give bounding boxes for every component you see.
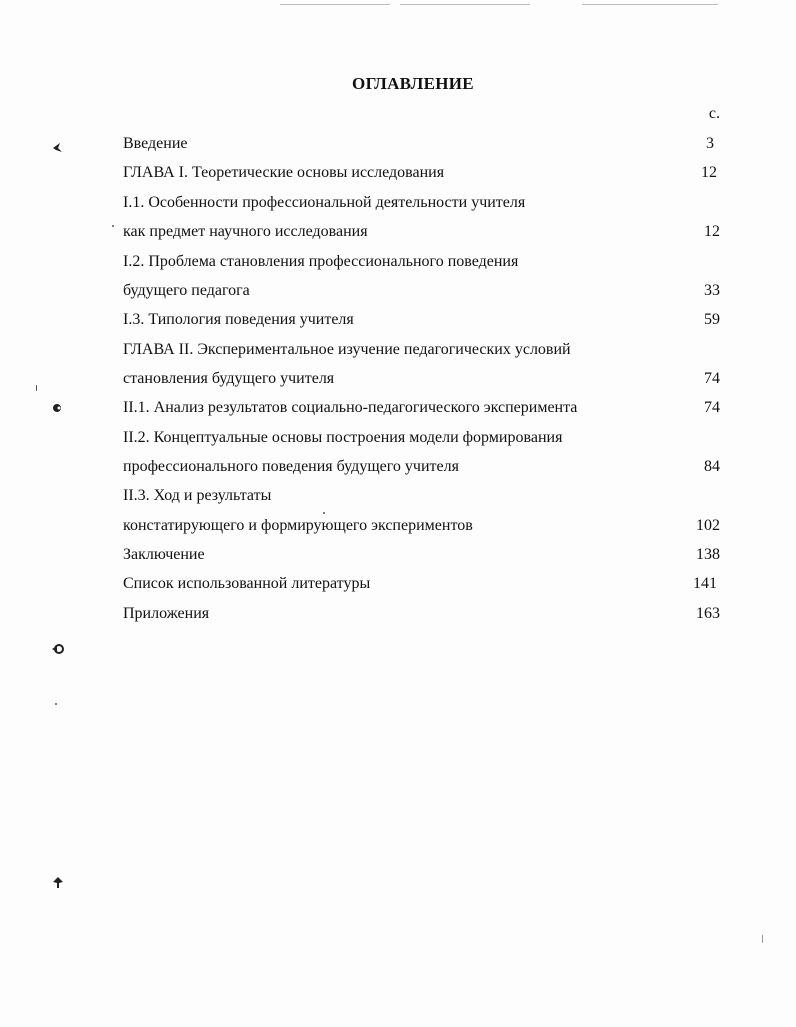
toc-entry xyxy=(123,485,720,507)
scan-artifact-line xyxy=(582,4,718,5)
toc-entry-text: II.3. Ход и результаты xyxy=(123,487,272,504)
scan-mark-icon xyxy=(50,875,66,891)
toc-entry-page: 84 xyxy=(704,458,720,475)
toc-entry xyxy=(123,397,720,419)
toc-entry xyxy=(123,192,720,214)
toc-entry-text: Введение xyxy=(123,135,188,152)
toc-entry xyxy=(123,339,720,361)
toc-entry-text: констатирующего и формирующего экспериментов xyxy=(123,517,473,534)
toc-entry-page: 3 xyxy=(706,135,714,152)
toc-entry xyxy=(123,603,720,625)
toc-entry-text: I.2. Проблема становления профессионального поведения xyxy=(123,253,519,270)
toc-entry-text: будущего педагога xyxy=(123,282,250,299)
toc-entry-page: 74 xyxy=(704,370,720,387)
toc-entry xyxy=(123,221,720,243)
toc-entry-text: I.3. Типология поведения учителя xyxy=(123,311,354,328)
toc-entry-text: Список использованной литературы xyxy=(123,575,371,592)
page-number-column-header: с. xyxy=(708,105,720,122)
scan-speck xyxy=(762,935,763,943)
toc-entry-page: 59 xyxy=(704,311,720,328)
toc-entry xyxy=(123,368,720,390)
toc-entry-text: профессионального поведения будущего учителя xyxy=(123,458,459,475)
toc-entry-text: I.1. Особенности профессиональной деятельности учителя xyxy=(123,194,526,211)
toc-entry xyxy=(123,427,720,449)
toc-entry-text: II.1. Анализ результатов социально-педагогического эксперимента xyxy=(123,399,578,416)
toc-entry xyxy=(123,162,720,184)
toc-entry-page: 33 xyxy=(704,282,720,299)
scan-mark-icon xyxy=(50,140,66,156)
toc-entry xyxy=(123,309,720,331)
toc-entry-page: 141 xyxy=(693,575,717,592)
scan-speck xyxy=(36,385,37,391)
scan-mark-icon xyxy=(50,400,66,416)
toc-entry-text: становления будущего учителя xyxy=(123,370,335,387)
toc-entry xyxy=(123,544,720,566)
toc-entry-text: II.2. Концептуальные основы построения модели формирования xyxy=(123,429,563,446)
toc-entry-page: 12 xyxy=(701,164,717,181)
toc-entry xyxy=(123,515,720,537)
toc-entry-page: 12 xyxy=(704,223,720,240)
scan-mark-icon xyxy=(50,641,66,657)
toc-entry-text: Заключение xyxy=(123,546,205,563)
toc-entry xyxy=(123,280,720,302)
toc-entry-text: ГЛАВА I. Теоретические основы исследования xyxy=(123,164,445,181)
scan-speck xyxy=(112,225,114,227)
toc-entry xyxy=(123,573,720,595)
scan-artifact-line xyxy=(400,4,530,5)
toc-entry-text: Приложения xyxy=(123,605,210,622)
toc-entry xyxy=(123,133,720,155)
toc-entry-page: 163 xyxy=(696,605,720,622)
toc-entry-page: 102 xyxy=(696,517,720,534)
toc-entry-page: 74 xyxy=(704,399,720,416)
scan-artifact-line xyxy=(280,4,390,5)
toc-entry xyxy=(123,251,720,273)
page-title: ОГЛАВЛЕНИЕ xyxy=(352,74,474,93)
scan-speck xyxy=(55,703,57,705)
toc-entry-page: 138 xyxy=(696,546,720,563)
scan-speck xyxy=(323,512,325,514)
toc-entry xyxy=(123,456,720,478)
toc-entry-text: как предмет научного исследования xyxy=(123,223,368,240)
toc-entry-text: ГЛАВА II. Экспериментальное изучение педагогических условий xyxy=(123,341,571,358)
